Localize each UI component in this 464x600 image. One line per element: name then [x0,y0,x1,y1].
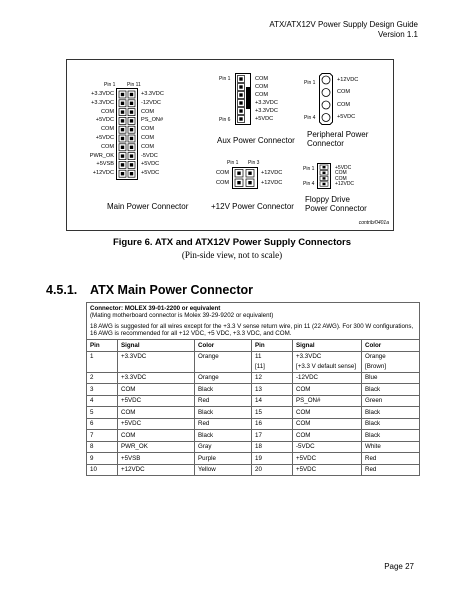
color-cell-alt-value: [Brown] [365,362,386,370]
main-pin-contact [130,110,133,113]
color-cell [362,372,420,384]
twelve-pin-contact [248,181,251,184]
pin-cell [252,464,293,476]
pin-signal-label: COM [141,143,155,150]
pin-signal-label: +3.3VDC [141,91,164,97]
color-cell [362,453,420,465]
signal-cell-value: COM [296,408,311,416]
pin-cell-value: 18 [255,443,262,450]
pin-signal-label: -12VDC [141,99,161,106]
pin-signal-label: COM [335,170,347,177]
pin-cell-value: 20 [255,466,262,473]
main-pin11-label: Pin 11 [127,82,141,88]
pin-signal-label: +5VDC [255,115,274,122]
pin-signal-label: +5VDC [141,170,160,177]
pin-cell-value: 8 [90,443,94,450]
twelve-connector-label: +12V Power Connector [211,202,294,211]
signal-cell-value: COM [121,408,136,416]
signal-cell [118,441,195,453]
color-cell-value: Red [365,454,377,462]
color-cell [195,384,252,396]
color-cell [362,351,420,372]
pin-cell [87,372,118,384]
pin-signal-label: COM [100,126,114,133]
signal-cell-value: PWR_OK [121,443,148,450]
pin-cell [87,453,118,465]
table-row [87,407,420,419]
pin-signal-label: +5VDC [95,135,114,141]
pin-cell-value: 15 [255,408,262,416]
section-heading [46,283,253,297]
col-signal-2: Signal [293,340,362,352]
pin-signal-label: COM [255,75,269,82]
signal-cell [118,418,195,430]
pin-signal-label: PWR_OK [89,152,114,159]
table-row [87,395,420,407]
signal-cell [118,384,195,396]
main-pin-contact [130,119,133,122]
pin-cell [252,407,293,419]
mating-line: (Mating motherboard connector is Molex 39-29-9202 or equivalent) [90,312,274,319]
pin-signal-label: COM [141,126,155,133]
table-info-row [87,303,420,340]
color-cell [362,384,420,396]
peripheral-connector-shape [319,73,333,125]
periph-pin1-label: Pin 1 [304,80,316,86]
main-pin-contact [130,146,133,149]
color-cell-value: Blue [365,374,378,381]
signal-cell [293,453,362,465]
pin-cell-value: 13 [255,385,262,393]
pin-cell-value: 14 [255,397,262,404]
periph-pin4-label: Pin 4 [304,115,316,121]
main-pin-contact [121,119,124,122]
aux-pin-contact [239,101,242,104]
pin-signal-label: -5VDC [141,152,158,159]
color-cell-value: Green [365,397,383,404]
signal-cell [293,430,362,442]
pin-cell [252,418,293,430]
figure-caption: Figure 6. ATX and ATX12V Power Supply Connectors [112,237,352,248]
floppy-connector-shape [317,163,331,189]
signal-cell-value: +12VDC [121,466,145,473]
signal-cell [118,464,195,476]
color-cell-value: Orange [198,353,219,360]
peripheral-pin [322,76,330,84]
pin-cell-value: 10 [90,466,97,473]
signal-cell [118,407,195,419]
pin-cell [87,418,118,430]
signal-cell [118,395,195,407]
signal-cell-value: -5VDC [296,443,315,450]
main-connector-label: Main Power Connector [107,202,189,211]
peripheral-label-2: Connector [307,139,344,148]
pin-signal-label: +3.3VDC [255,107,278,114]
signal-cell [118,430,195,442]
pin-cell [87,441,118,453]
table-row [87,441,420,453]
signal-cell-value: +5VSB [121,454,141,462]
pin-cell-value: 17 [255,431,262,439]
section-number: 4.5.1. [46,283,78,297]
pin-cell [252,372,293,384]
pin-signal-label: COM [255,83,269,90]
pin-cell-value: 4 [90,397,94,404]
table-row [87,372,420,384]
header-version: Version 1.1 [377,30,418,39]
pin-signal-label: COM [100,143,114,150]
signal-cell-value: COM [296,385,311,393]
signal-cell-value: COM [296,420,311,427]
signal-cell-value: +5VDC [296,454,317,462]
peripheral-pin [322,101,330,109]
pin-cell-value: 6 [90,420,94,427]
signal-cell [293,407,362,419]
col-color-2: Color [362,340,420,352]
pin-cell-value: 16 [255,420,262,427]
pin-signal-label: +12VDC [261,170,283,176]
color-cell [362,430,420,442]
signal-cell-value: +3.3VDC [121,353,147,360]
signal-cell-value: -12VDC [296,374,319,381]
aux-pin-contact [239,109,242,112]
floppy-pin-contact [323,177,326,179]
pin-cell-value: 19 [255,454,262,462]
main-pin-contact [130,128,133,131]
signal-cell [118,453,195,465]
signal-cell-value: +5VDC [296,466,317,473]
peripheral-label-1: Peripheral Power [307,130,369,139]
main-pin-contact [121,102,124,105]
pin-signal-label: +5VDC [335,164,352,171]
color-cell-value: Red [198,420,210,427]
signal-cell [293,384,362,396]
floppy-pin-contact [323,183,326,185]
peripheral-pin [322,89,330,97]
pin-signal-label: +12VDC [335,181,355,188]
pin-cell [87,464,118,476]
main-pin-contact [121,146,124,149]
pin-signal-label: COM [215,179,229,186]
pin-cell [252,453,293,465]
pinout-table [86,302,420,476]
twelve-pin-contact [237,181,240,184]
signal-cell [293,395,362,407]
peripheral-pin [322,114,330,122]
floppy-label-1: Floppy Drive [305,195,350,204]
main-pin-contact [121,110,124,113]
pin-cell-value: 2 [90,374,94,381]
main-pin-contact [121,172,124,175]
main-connector-shape [116,88,138,180]
twelve-pin-contact [248,172,251,175]
color-cell-value: Red [198,397,210,404]
main-pin-contact [130,172,133,175]
connector-line: Connector: MOLEX 39-01-2200 or equivalent [90,304,221,312]
signal-cell [118,372,195,384]
color-cell [195,453,252,465]
signal-cell [293,441,362,453]
pin-signal-label: +3.3VDC [91,91,114,97]
pin-cell-value: 12 [255,374,262,381]
aux-connector-label: Aux Power Connector [217,136,295,145]
table-header-row [87,340,420,352]
pin-signal-label: COM [100,108,114,115]
floppy-pin1-label: Pin 1 [303,166,315,172]
pin-cell [87,351,118,372]
col-color-1: Color [195,340,252,352]
aux-pin1-label: Pin 1 [219,76,231,82]
pin-signal-label: PS_ON# [141,117,164,124]
pin-signal-label: +5VDC [141,161,160,168]
connector-figure [66,59,394,231]
main-pin1-label: Pin 1 [104,82,116,88]
color-cell [362,441,420,453]
color-cell [362,418,420,430]
col-pin-2: Pin [252,340,293,352]
pin-cell [87,384,118,396]
col-signal-1: Signal [118,340,195,352]
aux-pin-contact [239,85,242,88]
signal-cell [118,351,195,372]
main-pin-contact [130,137,133,140]
color-cell-value: Black [365,420,381,427]
aux-pin-contact [239,117,242,120]
signal-cell-value: COM [296,431,311,439]
main-pin-contact [130,163,133,166]
floppy-pin-contact [323,166,326,168]
color-cell-value: Black [365,431,381,439]
pin-cell-value: 11 [255,353,262,360]
table-row [87,351,420,372]
signal-cell-value: COM [121,385,136,393]
twelve-pin-contact [237,172,240,175]
pin-signal-label: COM [335,175,347,182]
color-cell [362,395,420,407]
pin-signal-label: COM [141,108,155,115]
floppy-pin4-label: Pin 4 [303,181,315,187]
awg-note: 18 AWG is suggested for all wires except for the +3.3 V sense return wire, pin 11 (22 AWG). For 300 W configurations, 16 AWG is recommended for all +12 VDC, +5 VDC, +3.3 VDC, and COM. [90,322,414,337]
signal-cell-alt-value: [+3.3 V default sense] [296,362,357,370]
color-cell-value: Black [365,408,381,416]
color-cell [195,464,252,476]
signal-cell-value: +3.3VDC [121,374,147,381]
pin-cell [87,430,118,442]
signal-cell-value: COM [121,431,136,439]
table-row [87,384,420,396]
signal-cell-value: +5VDC [121,420,142,427]
figure-id: contrib/0401a [358,220,389,226]
pin-signal-label: +12VDC [92,170,114,177]
main-pin-contact [121,163,124,166]
main-pin-contact [121,93,124,96]
pin-cell-value: 5 [90,408,94,416]
table-row [87,418,420,430]
pin-cell [87,407,118,419]
color-cell [195,351,252,372]
color-cell [195,407,252,419]
color-cell-value: Black [198,408,214,416]
color-cell-value: Red [365,466,377,473]
color-cell [195,395,252,407]
pin-signal-label: +12VDC [261,179,283,186]
color-cell-value: Black [198,431,214,439]
page-number: Page 27 [384,562,414,571]
pin-cell-value: 9 [90,454,94,462]
twelve-pin3-label: Pin 3 [248,160,260,166]
pin-cell [252,384,293,396]
color-cell-value: Orange [365,353,386,360]
pin-signal-label: COM [141,135,155,141]
pin-cell [252,441,293,453]
color-cell-value: Black [198,385,214,393]
figure-subcaption: (Pin-side view, not to scale) [181,250,283,260]
main-pin-contact [130,102,133,105]
aux-pin6-label: Pin 6 [219,117,231,123]
color-cell [195,441,252,453]
color-cell [362,464,420,476]
twelve-connector-shape [232,167,258,189]
pin-signal-label: COM [215,170,229,176]
aux-pin-contact [239,93,242,96]
pin-cell-alt-value: [11] [255,362,265,370]
signal-cell [293,464,362,476]
pin-cell-value: 3 [90,385,94,393]
pin-signal-label: +5VDC [95,117,114,124]
table-row [87,430,420,442]
pin-cell [252,351,293,372]
signal-cell-value: +5VDC [121,397,142,404]
color-cell [195,418,252,430]
pin-cell-value: 7 [90,431,94,439]
aux-pin-contact [239,77,242,80]
color-cell-value: Purple [198,454,216,462]
main-pin-contact [130,93,133,96]
signal-cell [293,372,362,384]
pin-signal-label: +12VDC [337,76,359,83]
pin-cell [87,395,118,407]
section-title: ATX Main Power Connector [90,283,253,297]
pin-signal-label: +5VSB [96,161,114,168]
pin-signal-label: +3.3VDC [255,99,278,106]
main-pin-contact [130,154,133,157]
twelve-pin1-label: Pin 1 [227,160,239,166]
table-row [87,464,420,476]
pin-signal-label: COM [337,89,351,95]
color-cell [195,372,252,384]
color-cell-value: Black [365,385,381,393]
main-pin-contact [121,154,124,157]
pin-cell [252,430,293,442]
pin-signal-label: +3.3VDC [91,99,114,106]
color-cell-value: Orange [198,374,219,381]
color-cell-value: Gray [198,443,212,450]
pin-cell [252,395,293,407]
signal-cell-value: PS_ON# [296,397,321,404]
doc-header [269,20,418,40]
header-title: ATX/ATX12V Power Supply Design Guide [269,20,418,29]
col-pin-1: Pin [87,340,118,352]
floppy-label-2: Power Connector [305,204,367,213]
signal-cell-value: +3.3VDC [296,353,322,360]
aux-connector-shape [235,73,251,125]
color-cell [362,407,420,419]
signal-cell [293,418,362,430]
color-cell-value: White [365,443,381,450]
color-cell-value: Yellow [198,466,216,473]
color-cell [195,430,252,442]
main-pin-contact [121,128,124,131]
pin-signal-label: COM [337,101,351,108]
main-pin-contact [121,137,124,140]
pin-signal-label: COM [255,91,269,98]
table-row [87,453,420,465]
pin-cell-value: 1 [90,353,94,360]
signal-cell [293,351,362,372]
pin-signal-label: +5VDC [337,114,356,120]
floppy-pin-contact [323,172,326,174]
